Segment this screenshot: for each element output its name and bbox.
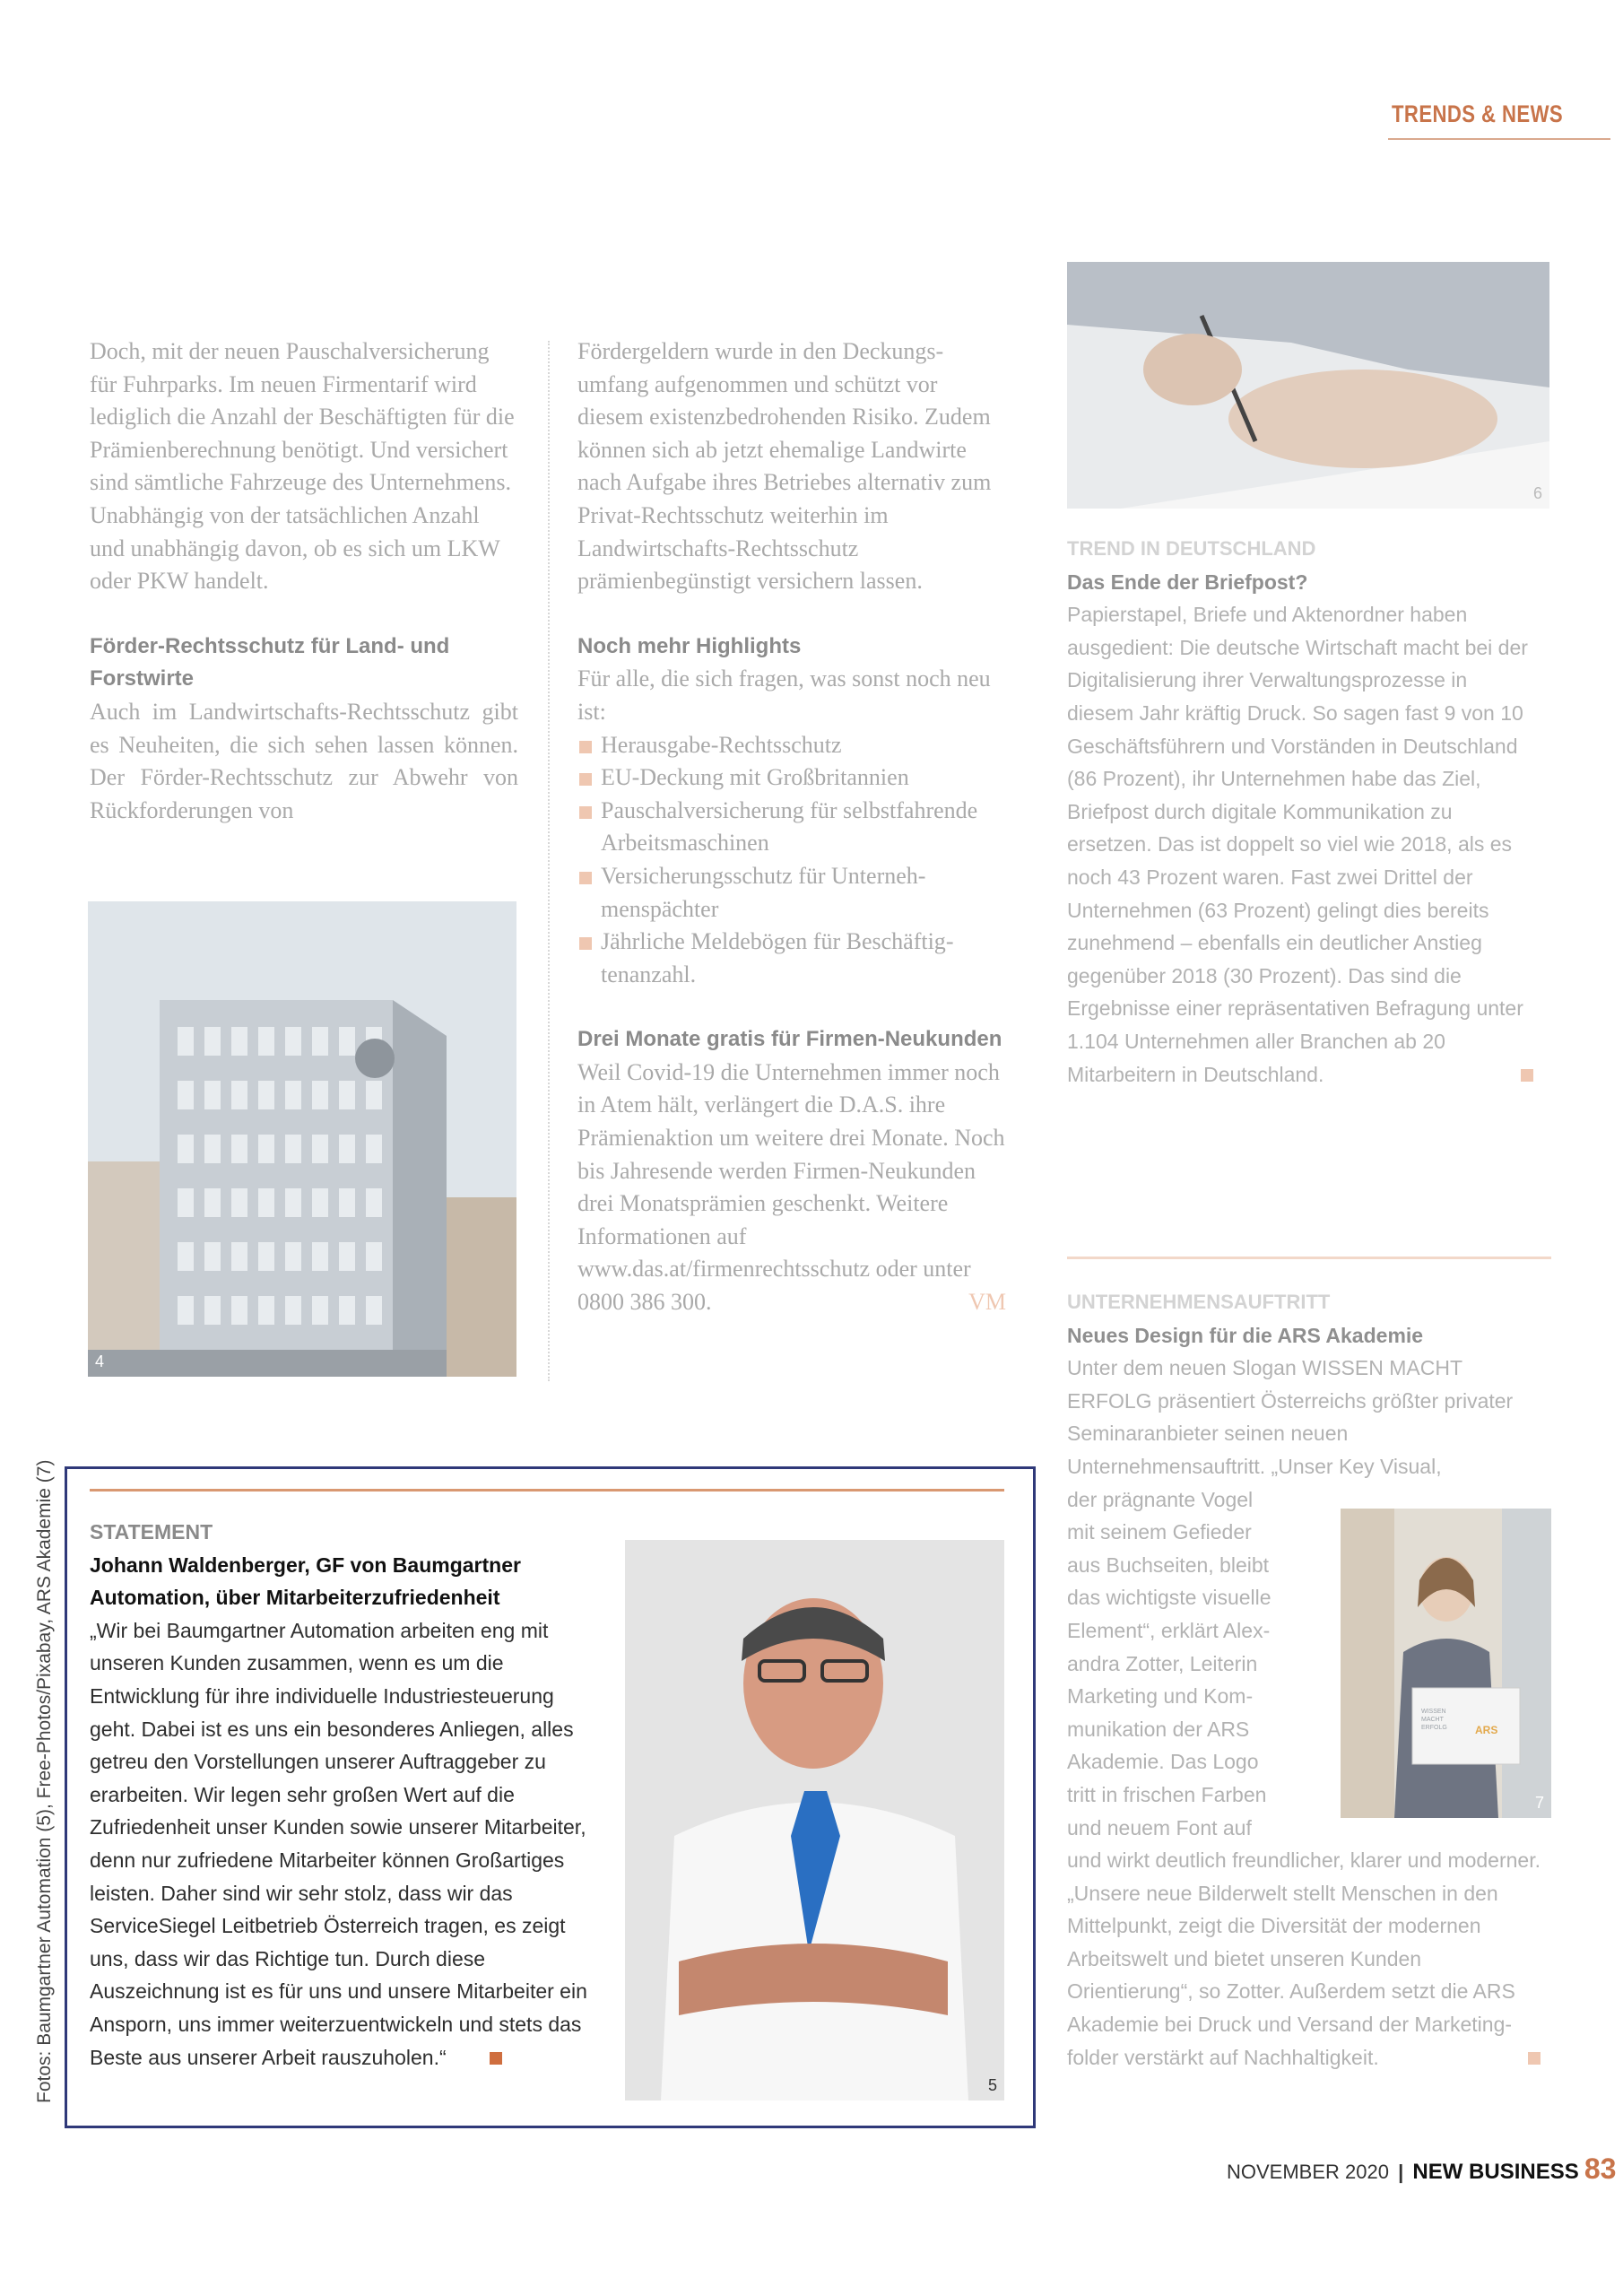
building-photo: [88, 901, 516, 1377]
sign-text: WISSEN MACHT ERFOLG: [1421, 1709, 1447, 1731]
article-separator: [1067, 1257, 1551, 1259]
col1-intro: Doch, mit der neuen Pauschalversicherung für Fuhrparks. Im neuen Firmentarif wird lediglich die Anzahl der Beschäftigten für die Prämienberechnung benötigt. Und versichert sind sämtliche Fahrzeuge des Unternehmens. Unabhängig von der tatsächlichen Anzahl und unabhängig davon, ob es sich um LKW oder PKW handelt.: [90, 338, 515, 595]
article-briefpost: [1067, 533, 1533, 1091]
article2-heading: Neues Design für die ARS Akademie: [1067, 1323, 1424, 1347]
col2-body: [577, 1057, 1006, 1319]
bullet-item: Versicherungsschutz für Unternehmenspächter: [577, 860, 1006, 926]
sign-logo: ARS: [1475, 1724, 1498, 1736]
column-1: [90, 335, 518, 827]
end-mark: [1528, 2052, 1541, 2065]
statement-text: [90, 1516, 592, 2074]
col1-heading: Förder-Rechtsschutz für Land- und Forstwirte: [90, 633, 450, 691]
bullet-item: Pauschalversicherung für selbstfahrende Arbeitsmaschinen: [577, 795, 1006, 860]
page-number: 83: [1584, 2152, 1617, 2185]
article1-body: [1067, 598, 1533, 1091]
article2-body-rest-text: und wirkt deutlich freundlicher, klarer und moderner. „Unsere neue Bilderwelt stellt Menschen in den Mittelpunkt, zeigt die Diversität der modernen Arbeitswelt und bietet unseren Kunden Orientierung“, so Zotter. Außerdem setzt die ARS Akademie bei Druck und Versand der Marketingfolder verstärkt auf Nachhaltigkeit.: [1067, 1848, 1541, 2069]
portrait-photo: [625, 1540, 1004, 2100]
section-tag-underline: [1388, 138, 1610, 140]
section-tag: TRENDS & NEWS: [1392, 100, 1564, 127]
column-divider: [548, 341, 550, 1381]
footer-issue: NOVEMBER 2020: [1227, 2161, 1389, 2183]
article1-body-text: Papierstapel, Briefe und Aktenordner haben ausgedient: Die deutsche Wirtschaft macht bei der Digitalisierung ihrer Verwaltungsprozesse in diesem Jahr kräftig Druck. So sagen fast 9 von 10 Geschäftsführern und Vorständen in Deutschland (86 Prozent), ihr Unternehmen habe das Ziel, Briefpost durch digitale Kommunikation zu ersetzen. Das ist doppelt so viel wie 2018, als es noch 43 Prozent waren. Fast zwei Drittel der Unternehmen (63 Prozent) gelingt dies bereits zunehmend – ebenfalls ein deutlicher Anstieg gegenüber 2018 (30 Prozent). Das sind die Ergebnisse einer repräsentativen Befragung unter 1.104 Unternehmen aller Branchen ab 20 Mitarbeitern in Deutschland.: [1067, 603, 1528, 1086]
page-footer: [1227, 2152, 1616, 2186]
statement-top-line: [90, 1489, 1004, 1492]
bullet-item: Herausgabe-Rechtsschutz: [577, 729, 1006, 762]
building-photo-number: 4: [95, 1352, 105, 1370]
article2-body-narrow: der prägnante Vogel mit seinem Gefieder aus Buchseiten, bleibt das wichtigste visuelle Element“, erklärt Alexandra Zotter, Leiterin Marketing und Kommunikation der ARS Akademie. Das Logo tritt in frischen Farben und neuem Font auf: [1067, 1487, 1271, 1839]
hand-writing-photo: [1067, 262, 1549, 509]
footer-separator: |: [1398, 2161, 1404, 2183]
woman-photo: [1341, 1509, 1551, 1818]
bullet-item: EU-Deckung mit Großbritannien: [577, 761, 1006, 795]
col2-intro: Fördergeldern wurde in den Deckungsumfang aufgenommen und schützt vor diesem existenzbedrohenden Risiko. Zudem können sich ab jetzt ehemalige Landwirte nach Aufgabe ihres Betriebes alternativ zum Privat-Rechtsschutz weiterhin im Landwirtschafts-Rechtsschutz prämienbegünstigt versichern lassen.: [577, 338, 992, 595]
footer-brand: NEW BUSINESS: [1412, 2160, 1579, 2184]
col2-heading-highlights: Noch mehr Highlights: [577, 633, 802, 658]
col2-heading-offer: Drei Monate gratis für Firmen-Neukunden: [577, 1027, 1002, 1052]
woman-photo-number: 7: [1534, 1794, 1544, 1812]
statement-category: STATEMENT: [90, 1520, 213, 1544]
hand-photo-number: 6: [1532, 484, 1542, 502]
article2-body-rest: [1067, 1844, 1541, 2074]
bullet-item: Jährliche Meldebögen für Beschäftigtenanzahl.: [577, 926, 1006, 991]
end-mark: [1521, 1069, 1533, 1082]
column-2: [577, 335, 1006, 1319]
photo-credit: Fotos: Baumgartner Automation (5), Free-Photos/Pixabay, ARS Akademie (7): [34, 1459, 55, 2103]
article2-category: UNTERNEHMENSAUFTRITT: [1067, 1291, 1331, 1313]
col1-body: Auch im Landwirtschafts-Rechtsschutz gibt es Neuheiten, die sich sehen lassen können. Der Förder-Rechtsschutz zur Abwehr von Rückforderungen von: [90, 698, 518, 823]
article1-category: TREND IN DEUTSCHLAND: [1067, 537, 1316, 560]
end-mark: [490, 2052, 502, 2065]
portrait-photo-number: 5: [987, 2076, 997, 2094]
author-initials: VM: [968, 1289, 1006, 1316]
article1-heading: Das Ende der Briefpost?: [1067, 570, 1308, 594]
col2-lead: Für alle, die sich fragen, was sonst noch neu ist:: [577, 665, 991, 725]
statement-heading: Johann Waldenberger, GF von Baumgartner Automation, über Mitarbeiterzufriedenheit: [90, 1552, 521, 1610]
statement-quote-text: „Wir bei Baumgartner Automation arbeiten eng mit unseren Kunden zusammen, wenn es um die Entwicklung für ihre individuelle Industriesteuerung geht. Dabei ist es uns ein besonderes Anliegen, alles getreu den Vorstellungen unserer Auftraggeber zu erarbeiten. Wir legen sehr großen Wert auf die Zufriedenheit unser Kunden sowie unserer Mitarbeiter, denn nur zufriedene Mitarbeiter können Großartiges leisten. Daher sind wir sehr stolz, dass wir das ServiceSiegel Leitbetrieb Österreich tragen, es zeigt uns, dass wir das Richtige tun. Durch diese Auszeichnung ist es für uns und unsere Mitarbeiter ein Ansporn, uns immer weiterzuentwickeln und stets das Beste aus unserer Arbeit rauszuholen.“: [90, 1618, 587, 2069]
article2-body-intro: Unter dem neuen Slogan WISSEN MACHT ERFOLG präsentiert Österreichs größter privater Seminaranbieter seinen neuen Unternehmensauftritt. „Unser Key Visual,: [1067, 1356, 1514, 1478]
col2-body-text: Weil Covid-19 die Unternehmen immer noch in Atem hält, verlängert die D.A.S. ihre Prämienaktion um weitere drei Monate. Noch bis Jahresende werden Firmen-Neukunden drei Monatsprämien geschenkt. Weitere Informationen auf www.das.at/firmenrechtsschutz oder unter 0800 386 300.: [577, 1058, 1005, 1316]
statement-quote: [90, 1614, 592, 2074]
